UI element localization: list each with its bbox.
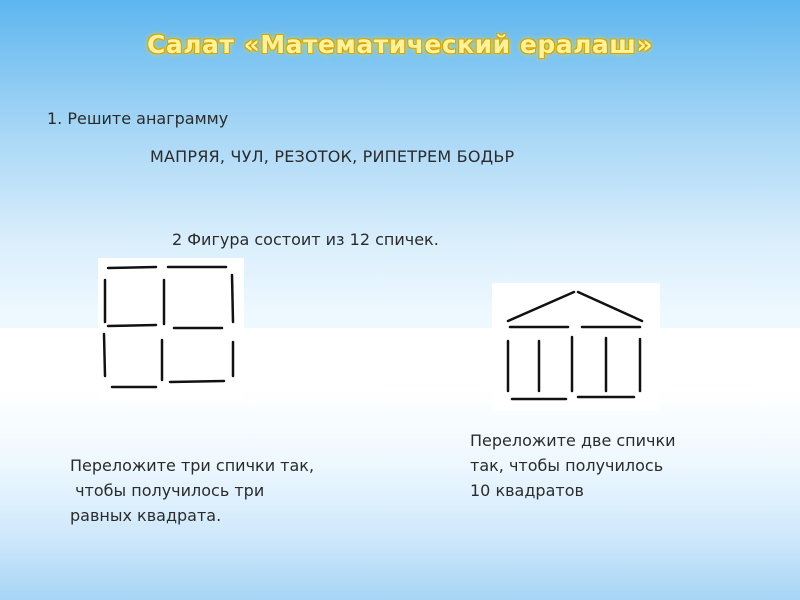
- matchstick-grid-figure: [98, 258, 244, 400]
- matchstick-house-drawing: [492, 283, 660, 411]
- slide-title: Салат «Математический ералаш»: [147, 30, 653, 59]
- right-instruction: Переложите две спички так, чтобы получилось 10 квадратов: [470, 431, 676, 500]
- match-right-upper: [232, 275, 233, 322]
- left-instruction: Переложите три спички так, чтобы получилось три равных квадрата.: [70, 456, 315, 525]
- task2-label: 2 Фигура состоит из 12 спичек.: [172, 230, 439, 249]
- match-roof-right: [578, 292, 642, 321]
- match-left-lower: [104, 334, 105, 376]
- matchstick-grid-drawing: [98, 258, 244, 400]
- match-top-left: [108, 267, 156, 268]
- match-middle-left: [108, 325, 156, 326]
- anagram-text: МАПРЯЯ, ЧУЛ, РЕЗОТОК, РИПЕТРЕМ БОДЬР: [150, 147, 515, 166]
- matchstick-house-figure: [492, 283, 660, 411]
- match-bottom-right: [170, 381, 224, 382]
- task1-label: 1. Решите анаграмму: [47, 109, 229, 128]
- match-roof-left: [508, 292, 574, 321]
